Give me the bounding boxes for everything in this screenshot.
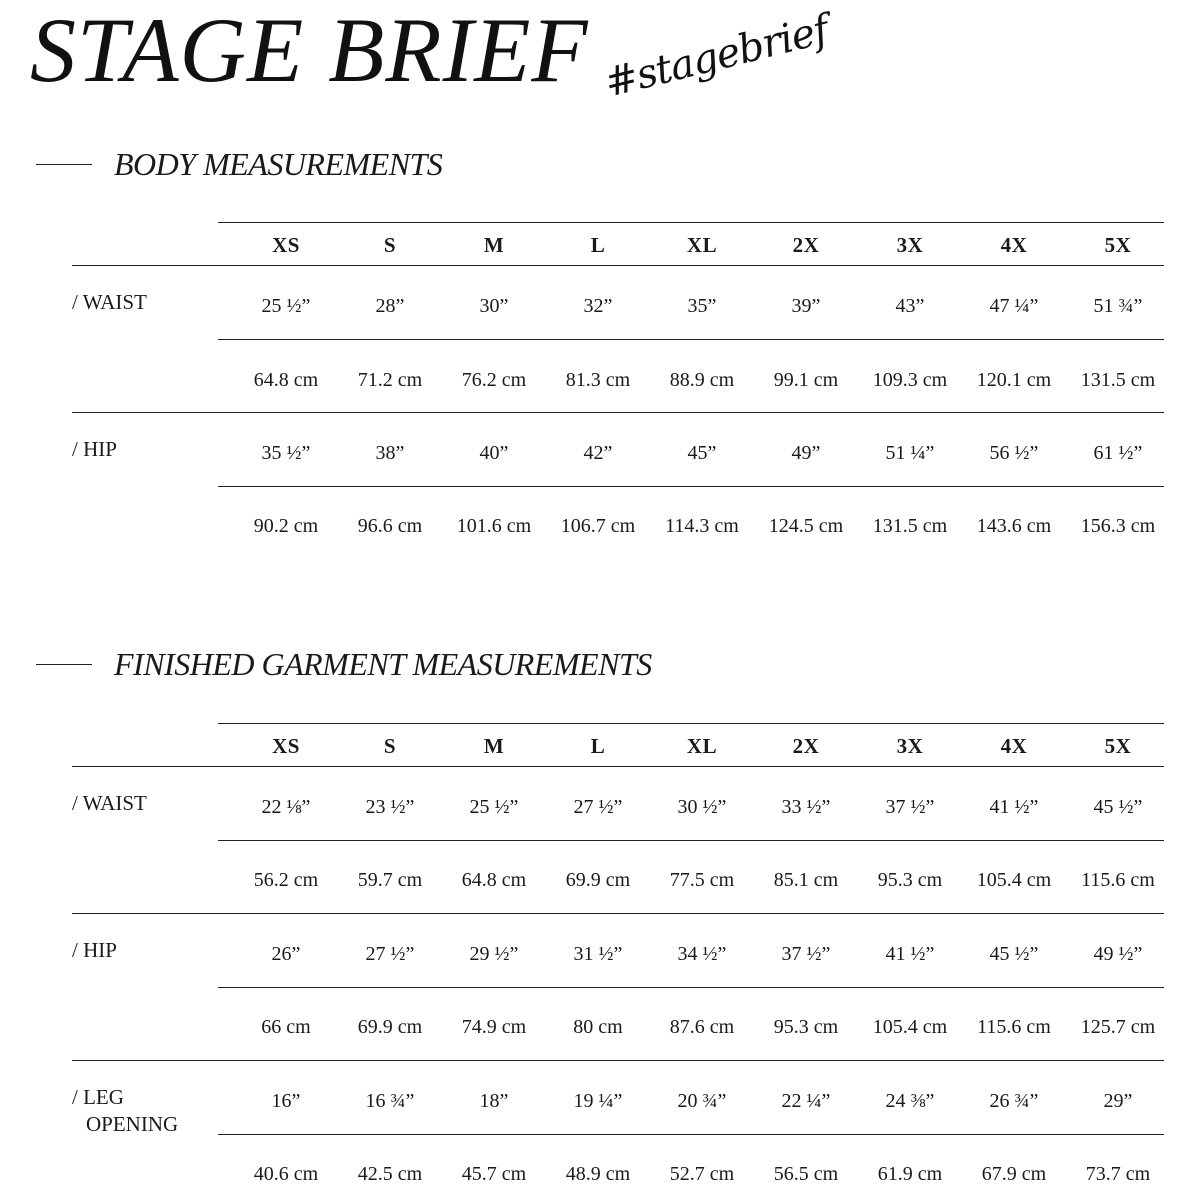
measurement-cell: 25 ½” (261, 295, 311, 317)
measurement-cell: 56.5 cm (773, 1163, 839, 1185)
measurement-cell: 105.4 cm (872, 1016, 948, 1038)
measurement-cell: 45.7 cm (461, 1163, 527, 1185)
measurement-cell: 37 ½” (781, 943, 831, 965)
size-header-xs: XS (272, 734, 300, 758)
size-header-xs: XS (272, 233, 300, 257)
table-rule (218, 987, 1164, 988)
measurement-cell: 28” (375, 295, 405, 317)
measurement-cell: 45” (687, 442, 717, 464)
size-header-4x: 4X (1000, 734, 1028, 758)
measurement-cell: 80 cm (573, 1016, 623, 1038)
row-label-opening: OPENING (86, 1112, 179, 1136)
table-rule (218, 222, 1164, 223)
measurement-cell: 66 cm (261, 1016, 311, 1038)
table-rule (72, 766, 1164, 767)
measurement-cell: 18” (479, 1090, 509, 1112)
row-label-hip: / HIP (72, 437, 117, 461)
table-rule (218, 339, 1164, 340)
size-header-l: L (590, 734, 606, 758)
table-rule (218, 840, 1164, 841)
measurement-cell: 124.5 cm (768, 515, 844, 537)
measurement-cell: 22 ¼” (781, 1090, 831, 1112)
measurement-cell: 19 ¼” (573, 1090, 623, 1112)
measurement-cell: 81.3 cm (565, 369, 631, 391)
size-header-5x: 5X (1104, 233, 1132, 257)
measurement-cell: 49 ½” (1093, 943, 1143, 965)
measurement-cell: 42” (583, 442, 613, 464)
row-label-hip: / HIP (72, 938, 117, 962)
measurement-cell: 105.4 cm (976, 869, 1052, 891)
measurement-cell: 39” (791, 295, 821, 317)
row-label-leg-opening (72, 1084, 178, 1138)
measurement-cell: 64.8 cm (253, 369, 319, 391)
measurement-cell: 101.6 cm (456, 515, 532, 537)
measurement-cell: 95.3 cm (877, 869, 943, 891)
measurement-cell: 27 ½” (573, 796, 623, 818)
measurement-cell: 23 ½” (365, 796, 415, 818)
table-rule (218, 486, 1164, 487)
measurement-cell: 41 ½” (989, 796, 1039, 818)
table-rule (218, 723, 1164, 724)
size-header-2x: 2X (792, 233, 820, 257)
measurement-cell: 56 ½” (989, 442, 1039, 464)
measurement-cell: 96.6 cm (357, 515, 423, 537)
table-rule (72, 1060, 1164, 1061)
table-rule (218, 1134, 1164, 1135)
measurement-cell: 61.9 cm (877, 1163, 943, 1185)
measurement-cell: 26” (271, 943, 301, 965)
measurement-cell: 22 ⅛” (261, 796, 311, 818)
measurement-cell: 87.6 cm (669, 1016, 735, 1038)
measurement-cell: 41 ½” (885, 943, 935, 965)
measurement-cell: 64.8 cm (461, 869, 527, 891)
size-header-m: M (483, 734, 505, 758)
measurement-cell: 74.9 cm (461, 1016, 527, 1038)
measurement-cell: 109.3 cm (872, 369, 948, 391)
measurement-cell: 85.1 cm (773, 869, 839, 891)
measurement-cell: 24 ⅜” (885, 1090, 935, 1112)
size-header-2x: 2X (792, 734, 820, 758)
measurement-cell: 71.2 cm (357, 369, 423, 391)
table-rule (72, 412, 1164, 413)
table-rule (72, 265, 1164, 266)
measurement-cell: 29” (1103, 1090, 1133, 1112)
measurement-cell: 16” (271, 1090, 301, 1112)
measurement-cell: 90.2 cm (253, 515, 319, 537)
brand-title: STAGE BRIEF (30, 0, 589, 101)
measurement-cell: 20 ¾” (677, 1090, 727, 1112)
measurement-cell: 51 ¼” (885, 442, 935, 464)
measurement-cell: 99.1 cm (773, 369, 839, 391)
measurement-cell: 40” (479, 442, 509, 464)
measurement-cell: 42.5 cm (357, 1163, 423, 1185)
measurement-cell: 34 ½” (677, 943, 727, 965)
measurement-cell: 27 ½” (365, 943, 415, 965)
measurement-cell: 35” (687, 295, 717, 317)
measurement-cell: 77.5 cm (669, 869, 735, 891)
row-label-waist: / WAIST (72, 791, 147, 815)
measurement-cell: 52.7 cm (669, 1163, 735, 1185)
measurement-cell: 33 ½” (781, 796, 831, 818)
measurement-cell: 49” (791, 442, 821, 464)
measurement-cell: 120.1 cm (976, 369, 1052, 391)
measurement-cell: 38” (375, 442, 405, 464)
size-header-5x: 5X (1104, 734, 1132, 758)
measurement-cell: 43” (895, 295, 925, 317)
measurement-cell: 59.7 cm (357, 869, 423, 891)
measurement-cell: 61 ½” (1093, 442, 1143, 464)
heading-dash (36, 664, 92, 665)
row-label-waist: / WAIST (72, 290, 147, 314)
heading-dash (36, 164, 92, 165)
measurement-cell: 131.5 cm (872, 515, 948, 537)
measurement-cell: 32” (583, 295, 613, 317)
table-rule (72, 913, 1164, 914)
measurement-cell: 25 ½” (469, 796, 519, 818)
size-header-m: M (483, 233, 505, 257)
measurement-cell: 48.9 cm (565, 1163, 631, 1185)
body-heading-label: BODY MEASUREMENTS (114, 146, 443, 182)
measurement-cell: 35 ½” (261, 442, 311, 464)
measurement-cell: 45 ½” (989, 943, 1039, 965)
measurement-cell: 143.6 cm (976, 515, 1052, 537)
measurement-cell: 30” (479, 295, 509, 317)
size-header-4x: 4X (1000, 233, 1028, 257)
measurement-cell: 69.9 cm (565, 869, 631, 891)
size-header-s: S (383, 734, 397, 758)
measurement-cell: 73.7 cm (1085, 1163, 1151, 1185)
measurement-cell: 125.7 cm (1080, 1016, 1156, 1038)
size-header-xl: XL (686, 233, 718, 257)
measurement-cell: 51 ¾” (1093, 295, 1143, 317)
measurement-cell: 37 ½” (885, 796, 935, 818)
size-header-3x: 3X (896, 734, 924, 758)
measurement-cell: 67.9 cm (981, 1163, 1047, 1185)
measurement-cell: 69.9 cm (357, 1016, 423, 1038)
garment-heading-label: FINISHED GARMENT MEASUREMENTS (114, 646, 652, 682)
measurement-cell: 76.2 cm (461, 369, 527, 391)
measurement-cell: 106.7 cm (560, 515, 636, 537)
measurement-cell: 114.3 cm (665, 515, 739, 537)
measurement-cell: 131.5 cm (1080, 369, 1156, 391)
measurement-cell: 29 ½” (469, 943, 519, 965)
measurement-cell: 115.6 cm (977, 1016, 1051, 1038)
size-header-s: S (383, 233, 397, 257)
measurement-cell: 40.6 cm (253, 1163, 319, 1185)
size-header-l: L (590, 233, 606, 257)
size-header-3x: 3X (896, 233, 924, 257)
measurement-cell: 88.9 cm (669, 369, 735, 391)
measurement-cell: 156.3 cm (1080, 515, 1156, 537)
measurement-cell: 56.2 cm (253, 869, 319, 891)
measurement-cell: 95.3 cm (773, 1016, 839, 1038)
measurement-cell: 31 ½” (573, 943, 623, 965)
measurement-cell: 26 ¾” (989, 1090, 1039, 1112)
measurement-cell: 30 ½” (677, 796, 727, 818)
measurement-cell: 45 ½” (1093, 796, 1143, 818)
size-header-xl: XL (686, 734, 718, 758)
measurement-cell: 16 ¾” (365, 1090, 415, 1112)
measurement-cell: 115.6 cm (1081, 869, 1155, 891)
brand-hashtag: #stagebrief (600, 6, 833, 107)
row-label-leg: / LEG (72, 1085, 124, 1109)
measurement-cell: 47 ¼” (989, 295, 1039, 317)
